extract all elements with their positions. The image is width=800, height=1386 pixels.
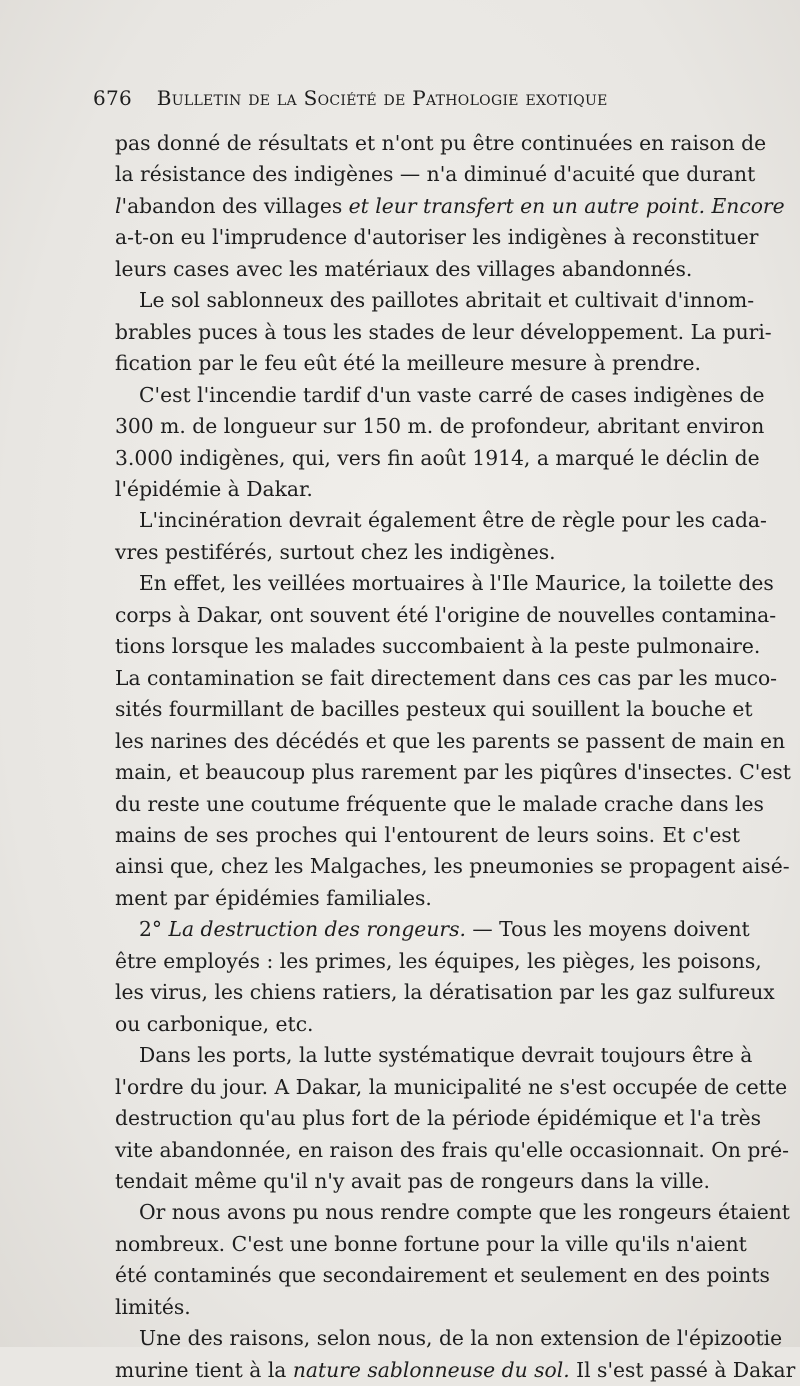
text-line: pas donné de résultats et n'ont pu être continuées en raison de bbox=[115, 131, 767, 155]
text-line: 3.000 indigènes, qui, vers fin août 1914, a marqué le déclin de bbox=[115, 445, 760, 470]
text-line: l'ordre du jour. A Dakar, la municipalité ne s'est occupée de cette bbox=[115, 1074, 788, 1099]
text-line: être employés : les primes, les équipes, les pièges, les poisons, bbox=[115, 948, 762, 973]
text-line: brables puces à tous les stades de leur développement. La puri- bbox=[115, 319, 772, 344]
text-line: corps à Dakar, ont souvent été l'origine de nouvelles contamina- bbox=[115, 602, 777, 627]
text-line: nombreux. C'est une bonne fortune pour la ville qu'ils n'aient bbox=[115, 1231, 747, 1256]
text-line: Une des raisons, selon nous, de la non extension de l'épizootie bbox=[139, 1326, 783, 1351]
text-line: limités. bbox=[115, 1294, 191, 1319]
text-line: fication par le feu eût été la meilleure mesure à prendre. bbox=[115, 351, 701, 376]
text-line: mains de ses proches qui l'entourent de leurs soins. Et c'est bbox=[115, 822, 740, 847]
text-line: Dans les ports, la lutte systématique devrait toujours être à bbox=[139, 1043, 753, 1068]
text-line: les narines des décédés et que les parents se passent de main en bbox=[115, 728, 786, 753]
text-line: 2° La destruction des rongeurs. — Tous les moyens doivent bbox=[139, 917, 750, 942]
text-line: vres pestiférés, surtout chez les indigènes. bbox=[115, 539, 556, 564]
body-text bbox=[115, 128, 796, 1386]
text-line: 300 m. de longueur sur 150 m. de profondeur, abritant environ bbox=[115, 414, 765, 439]
text-line: La contamination se fait directement dans ces cas par les muco- bbox=[115, 665, 778, 690]
text-line: Or nous avons pu nous rendre compte que les rongeurs étaient bbox=[139, 1200, 790, 1225]
text-line: été contaminés que secondairement et seulement en des points bbox=[115, 1263, 770, 1288]
text-line: sités fourmillant de bacilles pesteux qui souillent la bouche et bbox=[115, 697, 753, 722]
text-line: du reste une coutume fréquente que le malade crache dans les bbox=[115, 791, 764, 816]
running-header bbox=[93, 86, 653, 110]
text-line: destruction qu'au plus fort de la période épidémique et l'a très bbox=[115, 1106, 762, 1131]
text-line: ment par épidémies familiales. bbox=[115, 885, 432, 910]
text-line: a-t-on eu l'imprudence d'autoriser les indigènes à reconstituer bbox=[115, 225, 759, 250]
text-line: murine tient à la nature sablonneuse du sol. Il s'est passé à Dakar bbox=[115, 1357, 796, 1382]
text-line: C'est l'incendie tardif d'un vaste carré de cases indigènes de bbox=[139, 382, 765, 407]
page-number: 676 bbox=[93, 86, 133, 110]
text-line: vite abandonnée, en raison des frais qu'elle occasionnait. On pré- bbox=[115, 1137, 789, 1162]
text-line: ou carbonique, etc. bbox=[115, 1011, 314, 1036]
text-line: ainsi que, chez les Malgaches, les pneumonies se propagent aisé- bbox=[115, 854, 790, 879]
text-line: leurs cases avec les matériaux des villages abandonnés. bbox=[115, 256, 693, 281]
text-line: main, et beaucoup plus rarement par les piqûres d'insectes. C'est bbox=[115, 760, 791, 785]
text-line: L'incinération devrait également être de règle pour les cada- bbox=[139, 508, 767, 533]
italic-text: l' bbox=[115, 193, 128, 218]
italic-text: La destruction des rongeurs. bbox=[168, 917, 466, 942]
text-line: l'épidémie à Dakar. bbox=[115, 476, 313, 501]
text-line: les virus, les chiens ratiers, la dératisation par les gaz sulfureux bbox=[115, 980, 775, 1005]
text-line: l'abandon des villages et leur transfert en un autre point. Encore bbox=[115, 193, 785, 218]
journal-title: Bulletin de la Société de Pathologie exotique bbox=[156, 86, 608, 110]
text-line: En effet, les veillées mortuaires à l'Ile Maurice, la toilette des bbox=[139, 571, 774, 596]
text-line: Le sol sablonneux des paillotes abritait et cultivait d'innom- bbox=[139, 288, 755, 313]
italic-text: nature sablonneuse du sol. bbox=[292, 1357, 570, 1382]
text-line: la résistance des indigènes — n'a diminué d'acuité que durant bbox=[115, 162, 756, 187]
text-line: tions lorsque les malades succombaient à la peste pulmonaire. bbox=[115, 634, 761, 659]
text-line: tendait même qu'il n'y avait pas de rongeurs dans la ville. bbox=[115, 1168, 710, 1193]
italic-text: et leur transfert en un autre point. Encore bbox=[342, 193, 785, 218]
